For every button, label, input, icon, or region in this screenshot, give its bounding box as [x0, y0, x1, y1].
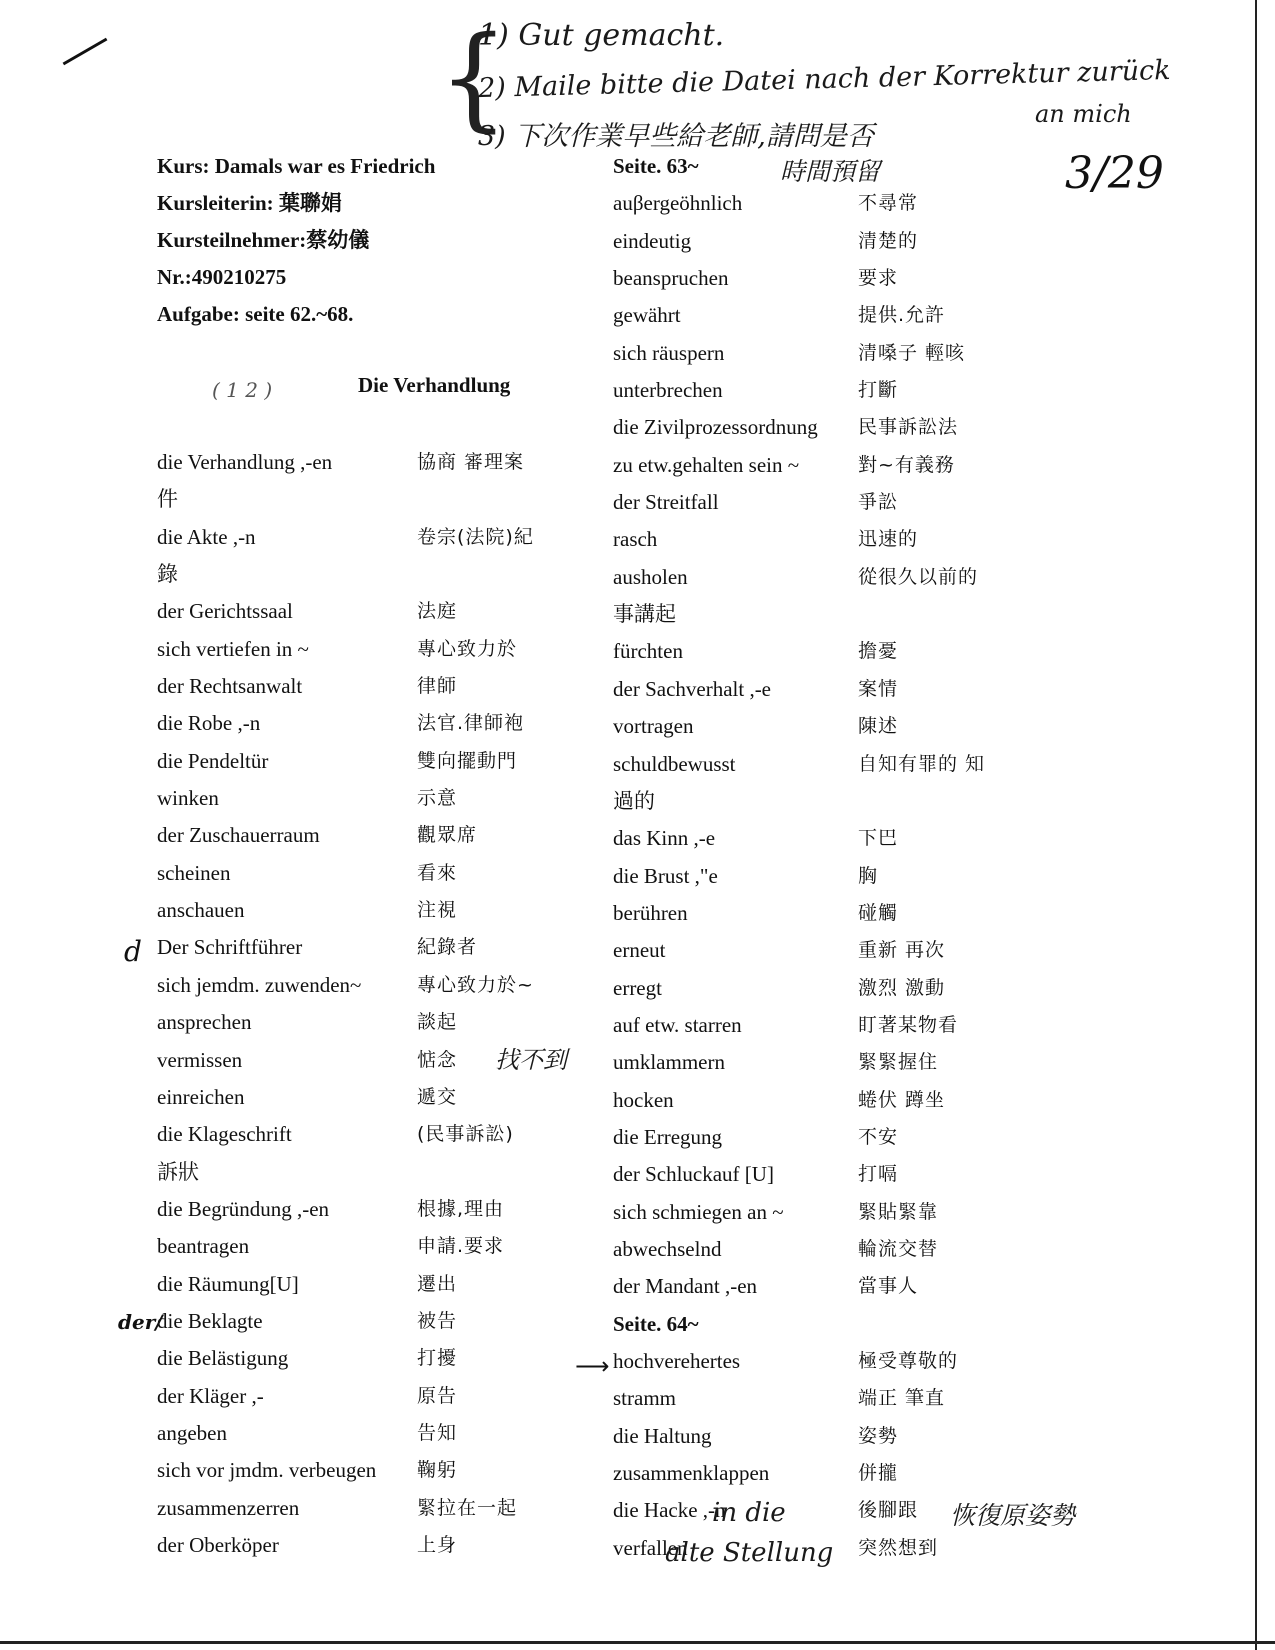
vocab-row: [157, 892, 577, 929]
german-term: scheinen: [157, 860, 231, 885]
vocab-row: [157, 817, 577, 854]
german-term: die Belästigung: [157, 1346, 289, 1371]
vocab-row: [157, 1004, 577, 1041]
german-term: unterbrechen: [613, 378, 723, 403]
chinese-translation: 要求: [858, 267, 899, 290]
german-term: zusammenklappen: [613, 1461, 770, 1486]
german-term: ansprechen: [157, 1010, 252, 1035]
vocab-row: [613, 559, 1083, 596]
chinese-translation: 重新 再次: [858, 939, 946, 962]
chinese-translation: 法官.律師袍: [417, 712, 525, 735]
chinese-translation: 案情: [858, 677, 899, 700]
chinese-translation: 協商 審理案: [417, 451, 525, 473]
german-term: die Zivilprozessordnung: [613, 415, 818, 440]
german-term: der Sachverhalt ,-e: [613, 676, 772, 701]
handwritten-note-2-cont: an mich: [1035, 100, 1132, 128]
margin-correction-der: der/: [118, 1310, 163, 1334]
chinese-translation: 雙向擺動門: [417, 749, 518, 772]
vocab-row: [157, 1527, 577, 1564]
chinese-translation: 突然想到: [858, 1536, 939, 1559]
chinese-translation: 自知有罪的 知: [858, 752, 986, 775]
chinese-translation: 輪流交替: [858, 1237, 939, 1260]
german-term: 訴狀: [157, 1159, 199, 1184]
arrow-mark: ⟶: [575, 1352, 610, 1380]
vocab-row: [157, 1378, 577, 1415]
german-term: der Kläger ,-: [157, 1383, 264, 1408]
german-term: die Erregung: [613, 1124, 723, 1149]
german-term: die Haltung: [613, 1423, 712, 1448]
german-term: die Beklagte: [157, 1308, 263, 1333]
german-term: angeben: [157, 1420, 227, 1445]
chinese-translation: 看來: [417, 861, 458, 884]
chinese-translation: 爭訟: [858, 491, 899, 514]
handwritten-correction-vermissen: 找不到: [495, 1046, 567, 1074]
vocab-row: [157, 1116, 577, 1153]
vocab-row: [613, 484, 1083, 521]
german-term: schuldbewusst: [613, 751, 736, 776]
vocab-row: [157, 1228, 577, 1265]
vocab-row: [157, 481, 577, 518]
german-term: sich vor jmdm. verbeugen: [157, 1458, 377, 1483]
german-term: berühren: [613, 900, 688, 925]
circle-annotation: ( 1 2 ): [212, 378, 273, 402]
german-term: eindeutig: [613, 228, 692, 253]
chinese-translation: 擔憂: [858, 640, 899, 663]
vocab-row: [613, 783, 1083, 820]
german-term: die Begründung ,-en: [157, 1196, 330, 1221]
chinese-translation: 併攏: [858, 1462, 899, 1485]
german-term: auf etw. starren: [613, 1012, 742, 1037]
vocab-row: [613, 372, 1083, 409]
vocab-row: [157, 593, 577, 630]
german-term: sich vertiefen in ~: [157, 636, 309, 661]
vocab-row: [157, 967, 577, 1004]
check-mark: [63, 38, 108, 66]
german-term: die Räumung[U]: [157, 1271, 299, 1296]
vocab-row: [613, 447, 1083, 484]
vocab-row: [157, 1340, 577, 1377]
german-term: Seite. 63~: [613, 154, 699, 178]
german-term: stramm: [613, 1386, 676, 1411]
vocab-row: [613, 297, 1083, 334]
vocab-row: [157, 444, 577, 481]
vocab-row: [613, 970, 1083, 1007]
german-term: auβergeöhnlich: [613, 191, 743, 216]
german-term: umklammern: [613, 1050, 725, 1075]
vocab-row: [157, 1079, 577, 1116]
chinese-translation: 卷宗(法院)紀: [417, 525, 534, 548]
scan-edge-bottom: [0, 1641, 1275, 1644]
chinese-translation: 極受尊敬的: [858, 1350, 959, 1372]
course-line: Kurs: Damals war es Friedrich: [157, 154, 436, 178]
german-term: Seite. 64~: [613, 1311, 699, 1336]
chinese-translation: 激烈 激動: [858, 976, 946, 999]
vocab-row: [613, 1380, 1083, 1417]
vocab-row: [157, 1452, 577, 1489]
chinese-translation: 鞠躬: [417, 1459, 458, 1482]
chinese-translation: 遞交: [417, 1085, 458, 1108]
vocab-row: [613, 1156, 1083, 1193]
vocab-row: [613, 1455, 1083, 1492]
german-term: 過的: [613, 788, 655, 813]
german-term: ausholen: [613, 564, 688, 589]
vocab-row: [157, 929, 577, 966]
vocab-row: [157, 668, 577, 705]
chinese-translation: 遷出: [417, 1272, 458, 1295]
german-term: hochverehertes: [613, 1349, 741, 1373]
chinese-translation: 清嗓子 輕咳: [858, 341, 966, 364]
chinese-translation: 談起: [417, 1011, 458, 1034]
brace-mark: {: [438, 13, 510, 143]
scan-edge-right: [1255, 0, 1257, 1650]
chinese-translation: 專心致力於: [417, 637, 518, 660]
chinese-translation: 原告: [417, 1384, 458, 1407]
german-term: einreichen: [157, 1084, 245, 1109]
vocab-row: [157, 519, 577, 556]
german-term: beantragen: [157, 1234, 250, 1259]
margin-correction-d: d: [124, 935, 142, 968]
german-term: das Kinn ,-e: [613, 826, 716, 851]
vocab-row: [613, 746, 1083, 783]
vocab-row: [157, 855, 577, 892]
german-term: der Oberköper: [157, 1532, 279, 1557]
german-term: die Pendeltür: [157, 748, 269, 773]
german-term: rasch: [613, 527, 658, 552]
vocab-row: [613, 260, 1083, 297]
vocab-row: [157, 780, 577, 817]
chinese-translation: 法庭: [417, 600, 458, 623]
chinese-translation: 姿勢: [858, 1424, 899, 1447]
german-term: 件: [157, 487, 178, 512]
german-term: sich schmiegen an ~: [613, 1199, 784, 1224]
chinese-translation: 蜷伏 蹲坐: [858, 1088, 946, 1111]
chinese-translation: 當事人: [858, 1275, 919, 1298]
chinese-translation: 迅速的: [858, 528, 919, 551]
left-vocabulary-column: [157, 444, 577, 1564]
chinese-translation: 不尋常: [858, 192, 919, 215]
german-term: vortragen: [613, 714, 694, 739]
vocab-row: [613, 820, 1083, 857]
vocab-row: [157, 1415, 577, 1452]
chinese-translation: 示意: [417, 787, 458, 810]
chinese-translation: 端正 筆直: [858, 1387, 946, 1410]
german-term: zu etw.gehalten sein ~: [613, 452, 800, 477]
german-term: sich räuspern: [613, 340, 725, 365]
vocab-row: [613, 1044, 1083, 1081]
chinese-translation: 紀錄者: [417, 936, 478, 959]
german-term: die Akte ,-n: [157, 524, 256, 549]
chinese-translation: 從很久以前的: [858, 565, 979, 588]
handwritten-note-3: 3) 下次作業早些給老師,請問是否: [478, 121, 874, 152]
chinese-translation: 注視: [417, 899, 458, 922]
german-term: anschauen: [157, 898, 245, 923]
german-term: erregt: [613, 975, 662, 1000]
vocab-row: [613, 335, 1083, 372]
vocab-row: [613, 1231, 1083, 1268]
vocab-row: [613, 148, 1083, 185]
vocab-row: [157, 1266, 577, 1303]
vocab-row: [613, 858, 1083, 895]
chinese-translation: 民事訴訟法: [858, 416, 959, 439]
handwritten-note-3-cont: 時間預留: [780, 157, 881, 186]
chinese-translation: 胸: [858, 864, 879, 887]
german-term: vermissen: [157, 1047, 243, 1072]
vocab-row: [613, 1119, 1083, 1156]
german-term: der Schluckauf [U]: [613, 1162, 774, 1187]
german-term: hocken: [613, 1087, 674, 1112]
chinese-translation: 提供.允許: [858, 304, 946, 327]
vocab-row: [613, 1306, 1083, 1343]
chinese-translation: 告知: [417, 1421, 458, 1444]
vocab-row: [613, 1418, 1083, 1455]
chinese-translation: 根據,理由: [417, 1197, 505, 1220]
german-term: der Zuschauerraum: [157, 823, 320, 848]
chinese-translation: 打擾: [417, 1347, 458, 1370]
number-line: Nr.:490210275: [157, 265, 287, 289]
chinese-translation: 緊緊握住: [858, 1051, 939, 1074]
handwritten-note-1: 1) Gut gemacht.: [478, 18, 725, 53]
german-term: verfallen: [613, 1535, 688, 1560]
vocab-row: [157, 556, 577, 593]
german-term: sich jemdm. zuwenden~: [157, 972, 362, 997]
vocab-row: [613, 633, 1083, 670]
german-term: beanspruchen: [613, 266, 729, 291]
german-term: 錄: [157, 562, 178, 587]
german-term: die Hacke ,-n: [613, 1498, 726, 1523]
chinese-translation: 碰觸: [858, 901, 899, 924]
chinese-translation: 上身: [417, 1533, 458, 1556]
vocab-row: [613, 895, 1083, 932]
german-term: winken: [157, 786, 219, 811]
vocab-row: [613, 1194, 1083, 1231]
vocab-row: [157, 705, 577, 742]
right-vocabulary-column: [613, 148, 1083, 1567]
vocab-row: [613, 223, 1083, 260]
chinese-translation: (民事訴訟): [417, 1123, 514, 1146]
vocab-row: [613, 409, 1083, 446]
chinese-translation: 惦念: [417, 1048, 458, 1071]
handwritten-note-2: 2) Maile bitte die Datei nach der Korrektur zurück: [477, 54, 1171, 105]
section-title: Die Verhandlung: [358, 373, 511, 397]
vocab-row: [613, 671, 1083, 708]
german-term: fürchten: [613, 639, 683, 664]
vocab-row: [613, 708, 1083, 745]
chinese-translation: 陳述: [858, 715, 899, 738]
grade-mark: 3/29: [1065, 148, 1164, 199]
vocab-row: [613, 1268, 1083, 1305]
chinese-translation: 打斷: [858, 379, 899, 402]
assignment-line: Aufgabe: seite 62.~68.: [157, 302, 354, 326]
instructor-line: Kursleiterin: 葉聯娟: [157, 191, 342, 215]
vocab-row: [157, 1303, 577, 1340]
german-term: der Gerichtssaal: [157, 599, 293, 624]
chinese-translation: 申請.要求: [417, 1235, 505, 1258]
handwritten-verfallen-1: in die: [712, 1498, 786, 1528]
handwritten-verfallen-2: alte Stellung: [665, 1538, 834, 1568]
handwritten-verfallen-zh: 恢復原姿勢: [950, 1501, 1076, 1530]
chinese-translation: 專心致力於~: [417, 973, 534, 996]
vocab-row: [613, 1082, 1083, 1119]
vocab-row: [613, 932, 1083, 969]
vocab-row: [157, 1490, 577, 1527]
german-term: die Robe ,-n: [157, 711, 261, 736]
vocab-row: [157, 743, 577, 780]
chinese-translation: 律師: [417, 675, 458, 698]
german-term: der Streitfall: [613, 490, 719, 515]
vocab-row: [613, 185, 1083, 222]
chinese-translation: 緊拉在一起: [417, 1496, 518, 1519]
participant-line: Kursteilnehmer:蔡幼儀: [157, 228, 370, 252]
german-term: die Verhandlung ,-en: [157, 450, 333, 474]
vocab-row: [613, 521, 1083, 558]
vocab-row: [157, 1154, 577, 1191]
chinese-translation: 清楚的: [858, 229, 919, 252]
german-term: die Brust ,"e: [613, 863, 718, 888]
vocab-row: [613, 1343, 1083, 1380]
chinese-translation: 後腳跟: [858, 1499, 919, 1522]
german-term: der Rechtsanwalt: [157, 674, 303, 699]
chinese-translation: 緊貼緊靠: [858, 1200, 939, 1223]
chinese-translation: 觀眾席: [417, 824, 478, 847]
vocab-row: [157, 631, 577, 668]
german-term: zusammenzerren: [157, 1495, 300, 1520]
chinese-translation: 對~有義務: [858, 453, 955, 476]
chinese-translation: 不安: [858, 1125, 899, 1148]
german-term: gewährt: [613, 303, 681, 328]
chinese-translation: 盯著某物看: [858, 1013, 959, 1036]
vocab-row: [157, 1191, 577, 1228]
document-header: [157, 148, 435, 333]
german-term: 事講起: [613, 602, 676, 627]
chinese-translation: 被告: [417, 1309, 458, 1332]
german-term: abwechselnd: [613, 1236, 722, 1261]
chinese-translation: 下巴: [858, 827, 899, 850]
vocab-row: [613, 1007, 1083, 1044]
german-term: Der Schriftführer: [157, 935, 303, 960]
chinese-translation: 打嗝: [858, 1163, 899, 1186]
german-term: die Klageschrift: [157, 1122, 292, 1147]
vocab-row: [613, 596, 1083, 633]
german-term: erneut: [613, 938, 666, 963]
german-term: der Mandant ,-en: [613, 1274, 758, 1299]
